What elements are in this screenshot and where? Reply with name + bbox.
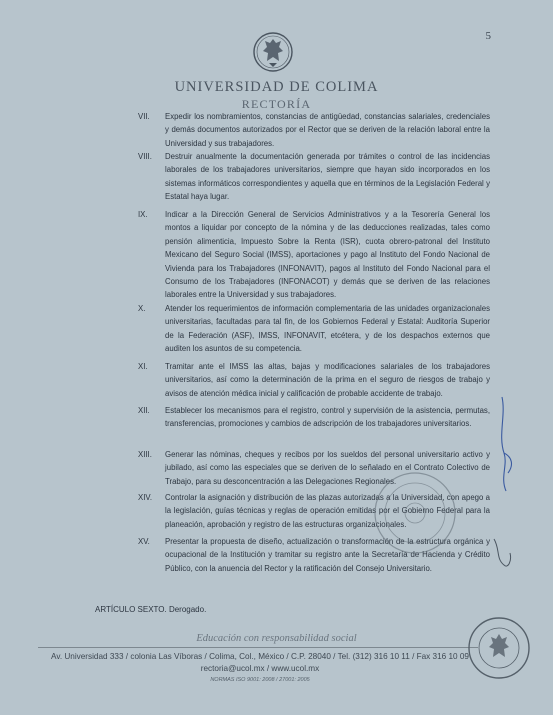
university-name: UNIVERSIDAD DE COLIMA (174, 79, 379, 95)
item-number: XI. (138, 362, 148, 371)
item-text: Presentar la propuesta de diseño, actualización o transformación de la estructura orgánica y ocupacional de la Institución y tramitar su registro ante la Secretaría de Hacienda y Crédito Público, con la anuencia del Rector y la ratificación del Consejo Universitario. (165, 537, 490, 573)
item-text: Indicar a la Dirección General de Servicios Administrativos y a la Tesorería General los montos a liquidar por concepto de la nómina y de las deducciones realizadas, tales como pensión alimenticia, Impuesto Sobre la Renta (ISR), cuota obrero-patronal del Instituto Mexicano del Seguro Social (IMSS), aportaciones y pago al Instituto del Fondo Nacional de Vivienda para los Trabajadores (INFONAVIT), pagos al Instituto del Fondo Nacional para el Consumo de los Trabajadores (INFONACOT) y demás que se deriven de las relaciones laborales entre la Universidad y sus trabajadores. (165, 210, 490, 300)
item-number: XV. (138, 537, 150, 546)
article-sexto: ARTÍCULO SEXTO. Derogado. (95, 605, 207, 614)
initials-mark (490, 535, 516, 575)
item-number: VIII. (138, 152, 152, 161)
item-number: XII. (138, 406, 150, 415)
item-number: XIV. (138, 493, 153, 502)
office-name: RECTORÍA (241, 97, 312, 111)
item-text: Tramitar ante el IMSS las altas, bajas y modificaciones salariales de los trabajadores universitarios, así como la determinación de la prima en el seguro de riesgos de trabajo y avisos de atención médica inicial y calificación de probable accidente de trabajo. (165, 362, 490, 398)
signature-mark (488, 395, 518, 495)
item-number: IX. (138, 210, 148, 219)
department-stamp (370, 468, 460, 558)
item-number: VII. (138, 112, 150, 121)
item-text: Generar las nóminas, cheques y recibos por los sueldos del personal universitario activo y jubilado, así como las especiales que se deriven de lo señalado en el Contrato Colectivo de Trabajo, para su desconcentración a las Delegaciones Regionales. (165, 450, 490, 486)
item-number: XIII. (138, 450, 152, 459)
item-text: Controlar la asignación y distribución de las plazas autorizadas a la Universidad, con apego a la legislación, guías técnicas y reglas de operación emitidas por el Gobierno Federal para la planeación, aprobación y registro de las estructuras organizacionales. (165, 493, 490, 529)
item-text: Destruir anualmente la documentación generada por trámites o control de las incidencias laborales de los trabajadores universitarios, siempre que hayan sido incorporados en los sistemas informáticos correspondientes y aquella que en términos de la Legislación Federal y Estatal haya lugar. (165, 152, 490, 202)
item-text: Establecer los mecanismos para el registro, control y supervisión de la asistencia, permutas, transferencias, promociones y cambios de adscripción de los trabajadores universitarios. (165, 406, 490, 429)
footer-divider (38, 647, 478, 648)
item-text: Expedir los nombramientos, constancias de antigüedad, constancias salariales, credenciales y demás documentos autorizados por el Rector que se deriven de la relación laboral entre la Universidad y sus trabajadores. (165, 112, 490, 148)
item-text: Atender los requerimientos de información complementaria de las unidades organizacionales universitarias, facultadas para tal fin, de los Gobiernos Federal y Estatal: Auditoría Superior de la Federación (ASF), IMSS, INFONAVIT, etcétera, y de los despachos externos que auditen los asuntos de su competencia. (165, 304, 490, 354)
university-crest-icon (252, 30, 294, 74)
footer-contact: rectoria@ucol.mx / www.ucol.mx (200, 664, 320, 673)
footer-motto: Educación con responsabilidad social (196, 633, 357, 644)
item-number: X. (138, 304, 146, 313)
page-number: 5 (485, 30, 491, 42)
iso-certification-seal (467, 614, 531, 682)
footer-address: Av. Universidad 333 / colonia Las Víboras / Colima, Col., México / C.P. 28040 / Tel. (312) 316 10 11 / Fax 316 10 09 (51, 652, 469, 661)
footer-iso-norms: NORMAS ISO 9001: 2008 / 27001: 2005 (210, 677, 310, 683)
